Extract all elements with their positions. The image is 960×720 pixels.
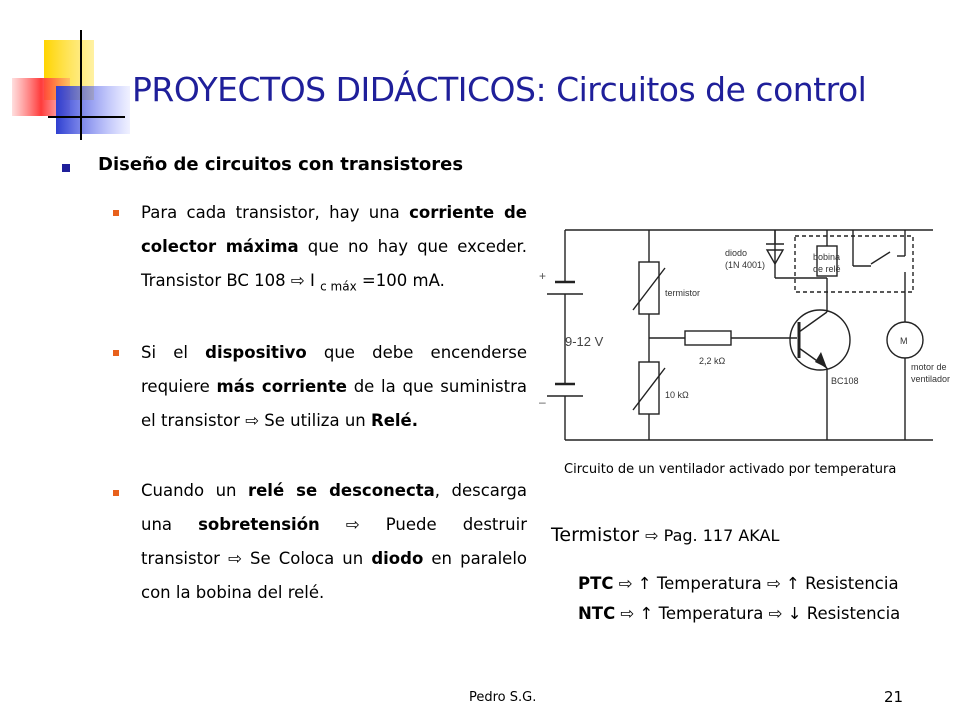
p2-text-g: Relé.: [371, 411, 419, 430]
p1-subscript: c máx: [320, 279, 357, 294]
p2-text-c: que debe encenderse requiere: [141, 343, 527, 396]
ptc-line: [578, 574, 899, 593]
p2-text-b: dispositivo: [205, 343, 307, 362]
ptc-label: PTC: [578, 574, 614, 593]
p3-text-b: relé se desconecta: [247, 481, 435, 500]
ntc-line: [578, 604, 900, 623]
termistor-reference: [551, 524, 779, 546]
p1-text-b: corriente de colector máxima: [141, 203, 527, 256]
diagram-caption: Circuito de un ventilador activado por temperatura: [564, 462, 897, 477]
arrow-icon: ⇨: [290, 271, 305, 290]
footer-author: Pedro S.G.: [469, 690, 537, 705]
p3-text-d: sobretensión: [198, 515, 320, 534]
section-heading: Diseño de circuitos con transistores: [98, 154, 464, 175]
arrow-icon: ⇨: [245, 411, 260, 430]
motor-label-1: motor de: [911, 362, 947, 372]
ntc-description: ⇨ ↑ Temperatura ⇨ ↓ Resistencia: [615, 604, 901, 623]
p2-text-f: Se utiliza un: [259, 411, 371, 430]
p2-text-a: Si el: [141, 343, 206, 362]
bullet-1: [113, 210, 119, 216]
termistor-label: termistor: [665, 288, 701, 298]
diode-label-2: (1N 4001): [725, 260, 766, 270]
p3-text-a: Cuando un: [141, 481, 248, 500]
resistor-label-2: 10 kΩ: [665, 390, 689, 400]
paragraph-3: [141, 474, 527, 610]
circuit-diagram: [535, 212, 950, 457]
coil-label-2: de relé: [813, 264, 841, 274]
bullet-3: [113, 490, 119, 496]
p1-text-e: =100 mA.: [356, 271, 445, 290]
arrow-icon: ⇨: [345, 515, 360, 534]
motor-label-2: ventilador: [911, 374, 950, 384]
p2-text-e: de la que suministra el transistor: [141, 377, 527, 430]
arrow-icon: ⇨: [228, 549, 242, 568]
transistor-label: BC108: [831, 376, 859, 386]
p3-text-c: , descarga una: [141, 481, 527, 534]
p1-text-a: Para cada transistor, hay una: [141, 203, 410, 222]
p2-text-d: más corriente: [216, 377, 347, 396]
p3-text-g: diodo: [371, 549, 424, 568]
coil-label-1: bobina: [813, 252, 841, 262]
slide-logo-decoration: [0, 0, 130, 140]
paragraph-1: [141, 196, 527, 303]
resistor-label-1: 2,2 kΩ: [699, 356, 726, 366]
p1-text-d: I: [304, 271, 315, 290]
termistor-text-b: Pag. 117 AKAL: [658, 526, 780, 545]
ptc-description: ⇨ ↑ Temperatura ⇨ ↑ Resistencia: [613, 574, 899, 593]
p3-text-f: Se Coloca un: [241, 549, 372, 568]
bullet-2: [113, 350, 119, 356]
slide-title: PROYECTOS DIDÁCTICOS: Circuitos de control: [132, 70, 867, 109]
motor-symbol-label: M: [900, 336, 908, 346]
termistor-text-a: Termistor: [551, 524, 646, 546]
battery-minus-label: –: [539, 395, 546, 409]
arrow-icon: ⇨: [645, 526, 659, 545]
diode-label-1: diodo: [725, 248, 748, 258]
p1-text-c: que no hay que exceder. Transistor BC 108: [141, 237, 527, 290]
voltage-label: 9-12 V: [565, 334, 604, 349]
paragraph-2: [141, 336, 527, 438]
battery-plus-label: +: [539, 269, 547, 283]
ntc-label: NTC: [578, 604, 616, 623]
heading-bullet: [62, 164, 70, 172]
page-number: 21: [884, 688, 904, 706]
p3-text-e: Puede destruir transistor: [141, 515, 527, 568]
p3-text-h: en paralelo con la bobina del relé.: [141, 549, 527, 602]
